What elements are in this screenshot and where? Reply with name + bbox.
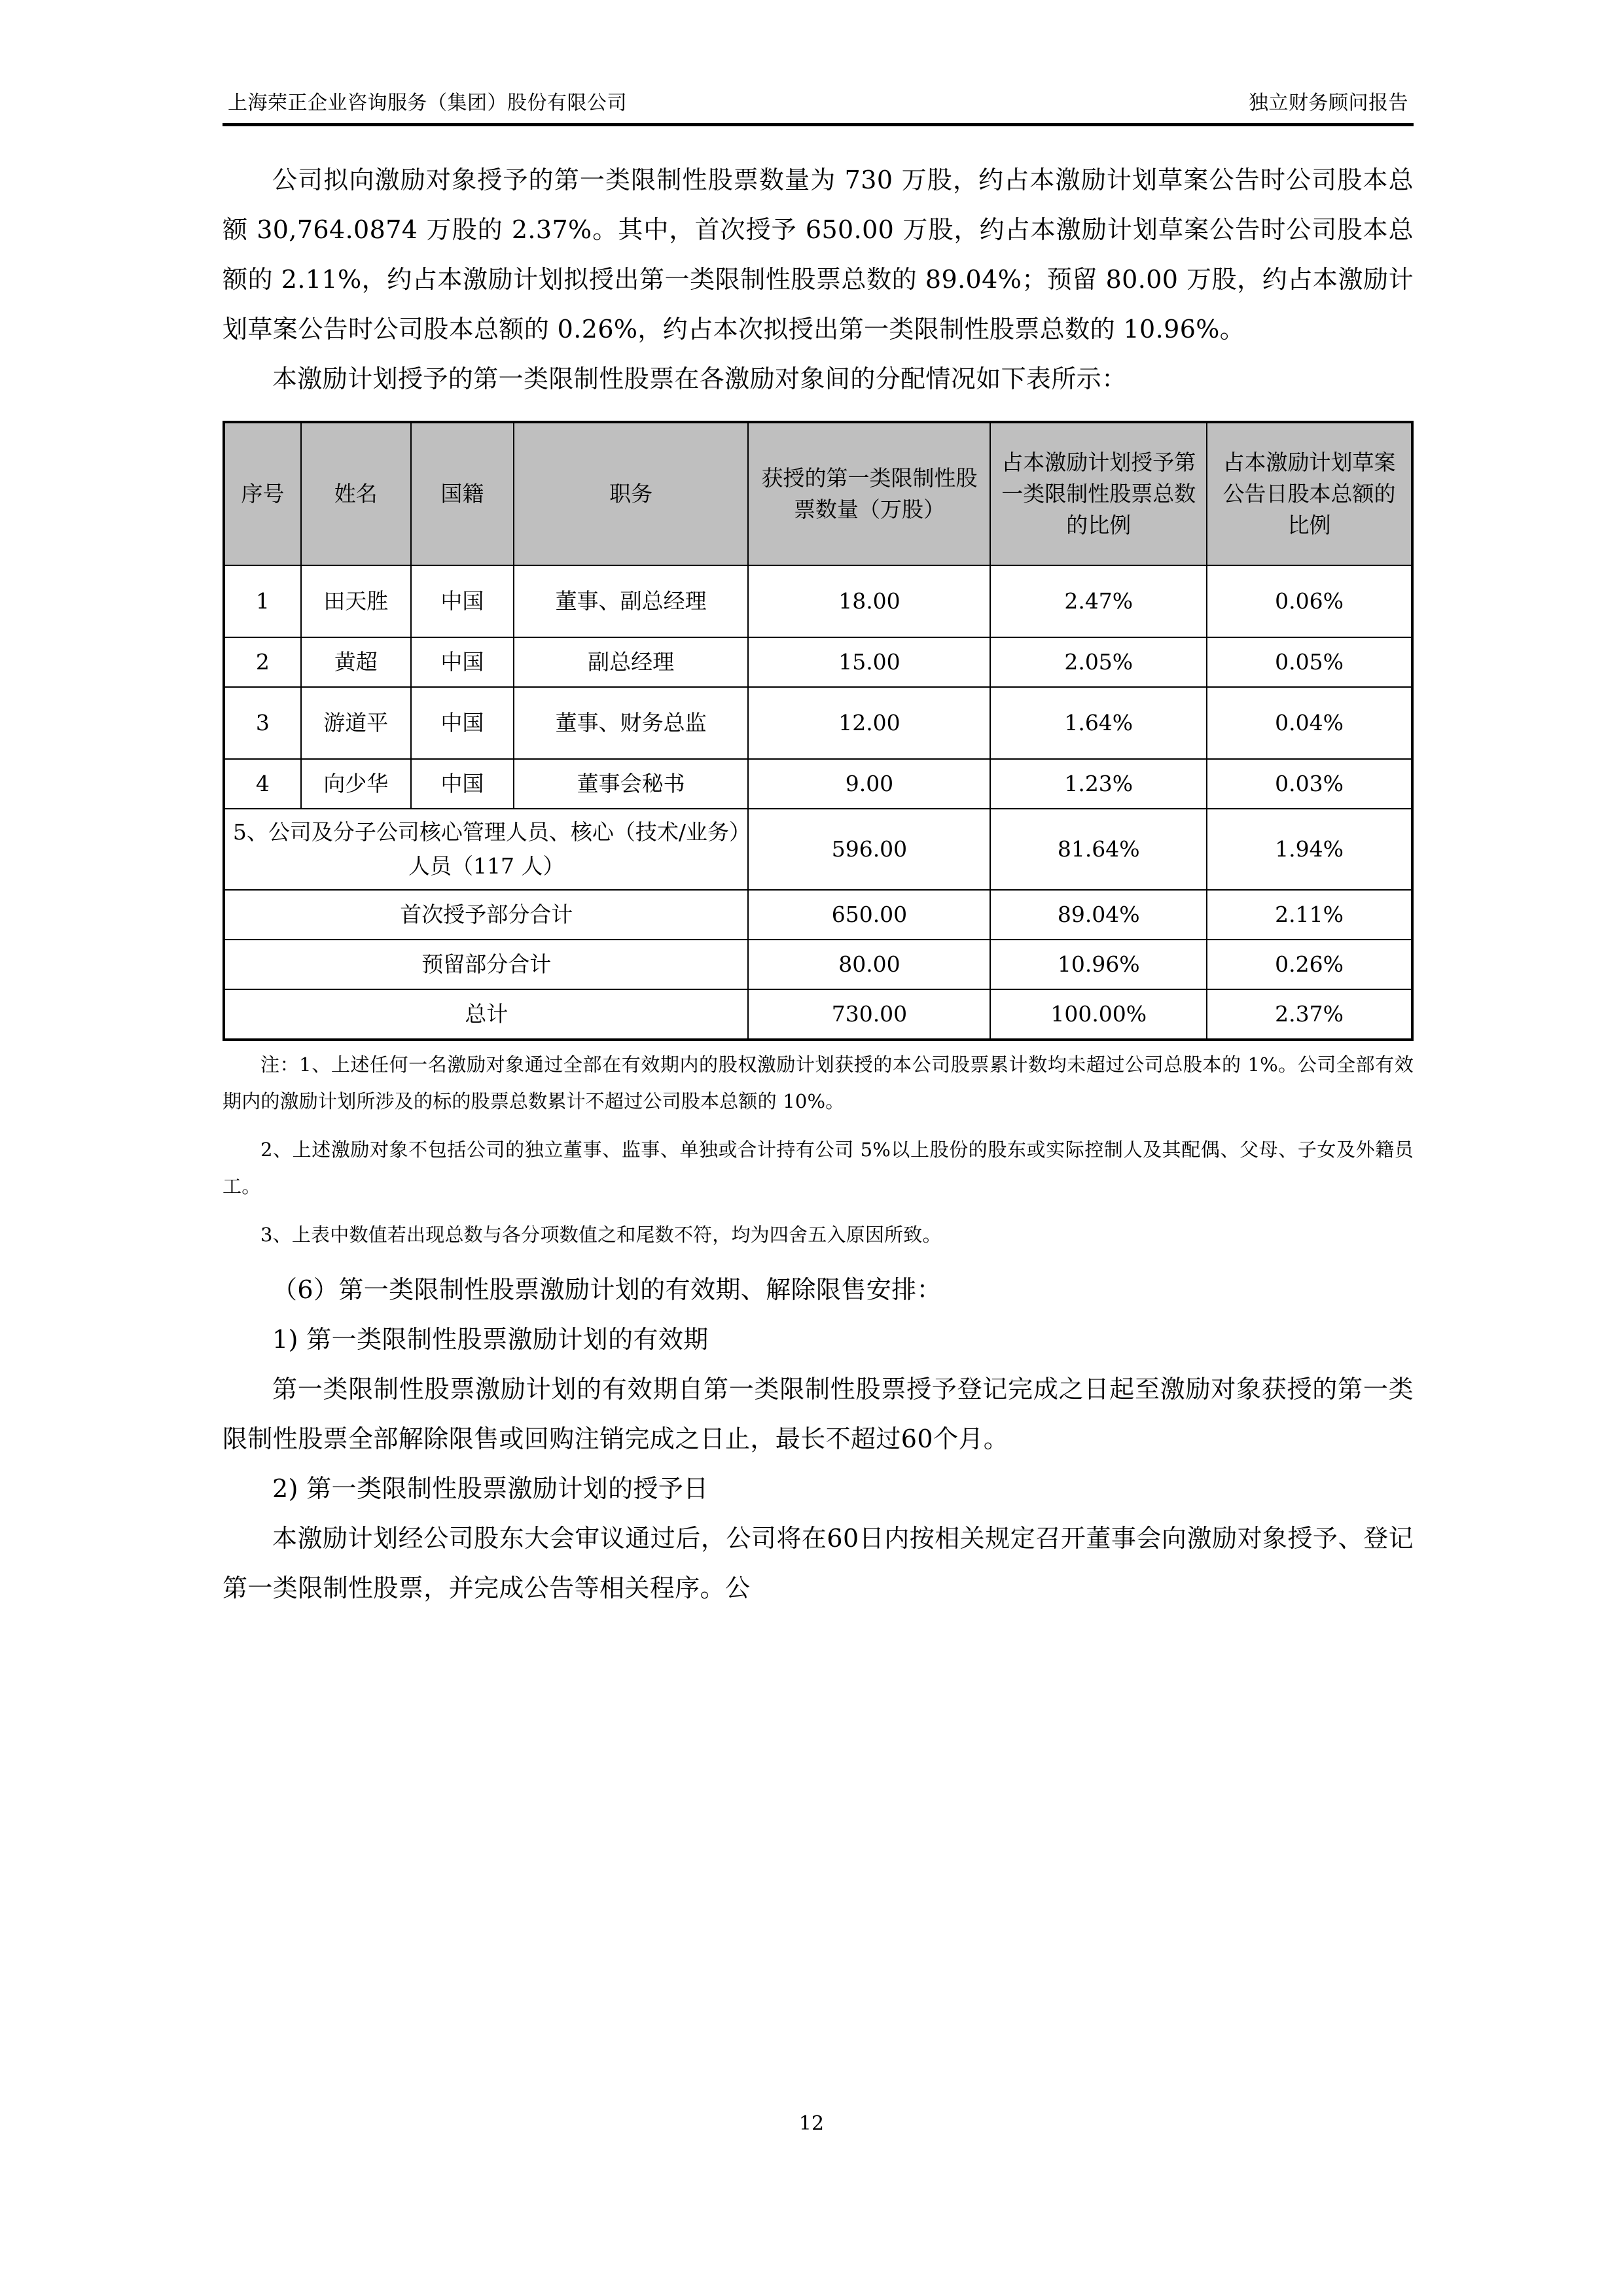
cell-title: 董事会秘书 [514, 759, 749, 809]
cell-no: 2 [224, 637, 301, 687]
col-header-amount: 获授的第一类限制性股票数量（万股） [748, 422, 990, 565]
cell-amount: 12.00 [748, 687, 990, 759]
cell-amount: 18.00 [748, 565, 990, 637]
table-row-summary [224, 890, 1412, 940]
running-header [223, 92, 1414, 115]
paragraph-grant-summary: 公司拟向激励对象授予的第一类限制性股票数量为 730 万股，约占本激励计划草案公告时公司股本总额 30,764.0874 万股的 2.37%。其中，首次授予 650.00 万股，约占本激励计划草案公告时公司股本总额的 2.11%，约占本激励计划拟授出第一类限制性股票总数的 89.04%；预留 80.00 万股，约占本激励计划草案公告时公司股本总额的 0.26%，约占本次拟授出第一类限制性股票总数的 10.96%。 [223, 166, 1414, 344]
spacer [223, 1253, 1414, 1265]
table-head [224, 422, 1412, 565]
distribution-table-wrapper [223, 421, 1414, 1041]
cell-pct-plan: 81.64% [990, 809, 1207, 890]
running-header-left: 上海荣正企业咨询服务（集团）股份有限公司 [228, 92, 627, 115]
cell-amount: 596.00 [748, 809, 990, 890]
cell-summary-label: 预留部分合计 [224, 940, 748, 989]
cell-nationality: 中国 [411, 565, 514, 637]
running-header-right: 独立财务顾问报告 [1249, 92, 1408, 115]
page-number: 12 [798, 2112, 825, 2135]
table-row-total [224, 989, 1412, 1040]
cell-pct-capital: 0.05% [1207, 637, 1412, 687]
table-row [224, 565, 1412, 637]
header-divider [223, 123, 1414, 126]
table-notes [223, 1046, 1414, 1253]
subsection-body-2: 本激励计划经公司股东大会审议通过后，公司将在60日内按相关规定召开董事会向激励对象授予、登记第一类限制性股票，并完成公告等相关程序。公 [223, 1524, 1414, 1602]
cell-name: 黄超 [301, 637, 411, 687]
cell-pct-capital: 0.04% [1207, 687, 1412, 759]
col-header-pct-plan: 占本激励计划授予第一类限制性股票总数的比例 [990, 422, 1207, 565]
cell-pct-capital: 2.11% [1207, 890, 1412, 940]
table-body [224, 565, 1412, 1040]
page-content [223, 92, 1414, 1613]
cell-amount: 650.00 [748, 890, 990, 940]
cell-group-label: 5、公司及分子公司核心管理人员、核心（技术/业务）人员（117 人） [224, 809, 748, 890]
col-header-nationality: 国籍 [411, 422, 514, 565]
cell-pct-capital: 0.06% [1207, 565, 1412, 637]
note-1: 注：1、上述任何一名激励对象通过全部在有效期内的股权激励计划获授的本公司股票累计数均未超过公司总股本的 1%。公司全部有效期内的激励计划所涉及的标的股票总数累计不超过公司股本总额的 10%。 [223, 1053, 1414, 1112]
cell-title: 董事、副总经理 [514, 565, 749, 637]
cell-pct-plan: 100.00% [990, 989, 1207, 1040]
table-row [224, 637, 1412, 687]
cell-nationality: 中国 [411, 687, 514, 759]
section-heading-6: （6）第一类限制性股票激励计划的有效期、解除限售安排： [272, 1275, 942, 1304]
cell-name: 向少华 [301, 759, 411, 809]
note-3: 3、上表中数值若出现总数与各分项数值之和尾数不符，均为四舍五入原因所致。 [260, 1224, 942, 1246]
note-2: 2、上述激励对象不包括公司的独立董事、监事、单独或合计持有公司 5%以上股份的股东或实际控制人及其配偶、父母、子女及外籍员工。 [223, 1139, 1414, 1197]
cell-pct-plan: 2.05% [990, 637, 1207, 687]
cell-pct-plan: 2.47% [990, 565, 1207, 637]
cell-total-label: 总计 [224, 989, 748, 1040]
cell-no: 1 [224, 565, 301, 637]
cell-no: 3 [224, 687, 301, 759]
subsection-title-1: 1) 第一类限制性股票激励计划的有效期 [272, 1325, 709, 1354]
cell-pct-capital: 0.03% [1207, 759, 1412, 809]
cell-title: 副总经理 [514, 637, 749, 687]
cell-amount: 9.00 [748, 759, 990, 809]
cell-name: 田天胜 [301, 565, 411, 637]
subsection-body-1: 第一类限制性股票激励计划的有效期自第一类限制性股票授予登记完成之日起至激励对象获授的第一类限制性股票全部解除限售或回购注销完成之日止，最长不超过60个月。 [223, 1375, 1414, 1453]
table-header-row [224, 422, 1412, 565]
col-header-name: 姓名 [301, 422, 411, 565]
col-header-pct-capital: 占本激励计划草案公告日股本总额的比例 [1207, 422, 1412, 565]
cell-pct-plan: 1.23% [990, 759, 1207, 809]
cell-nationality: 中国 [411, 637, 514, 687]
col-header-no: 序号 [224, 422, 301, 565]
cell-amount: 15.00 [748, 637, 990, 687]
cell-nationality: 中国 [411, 759, 514, 809]
subsection-title-2: 2) 第一类限制性股票激励计划的授予日 [272, 1474, 709, 1503]
cell-pct-plan: 1.64% [990, 687, 1207, 759]
cell-pct-capital: 1.94% [1207, 809, 1412, 890]
table-row [224, 759, 1412, 809]
cell-name: 游道平 [301, 687, 411, 759]
cell-pct-capital: 2.37% [1207, 989, 1412, 1040]
table-row-group [224, 809, 1412, 890]
cell-amount: 80.00 [748, 940, 990, 989]
paragraph-table-intro: 本激励计划授予的第一类限制性股票在各激励对象间的分配情况如下表所示： [272, 364, 1127, 393]
table-row [224, 687, 1412, 759]
cell-title: 董事、财务总监 [514, 687, 749, 759]
col-header-title: 职务 [514, 422, 749, 565]
cell-pct-capital: 0.26% [1207, 940, 1412, 989]
distribution-table [223, 421, 1414, 1041]
table-row-summary [224, 940, 1412, 989]
cell-pct-plan: 10.96% [990, 940, 1207, 989]
cell-summary-label: 首次授予部分合计 [224, 890, 748, 940]
cell-amount: 730.00 [748, 989, 990, 1040]
cell-no: 4 [224, 759, 301, 809]
cell-pct-plan: 89.04% [990, 890, 1207, 940]
